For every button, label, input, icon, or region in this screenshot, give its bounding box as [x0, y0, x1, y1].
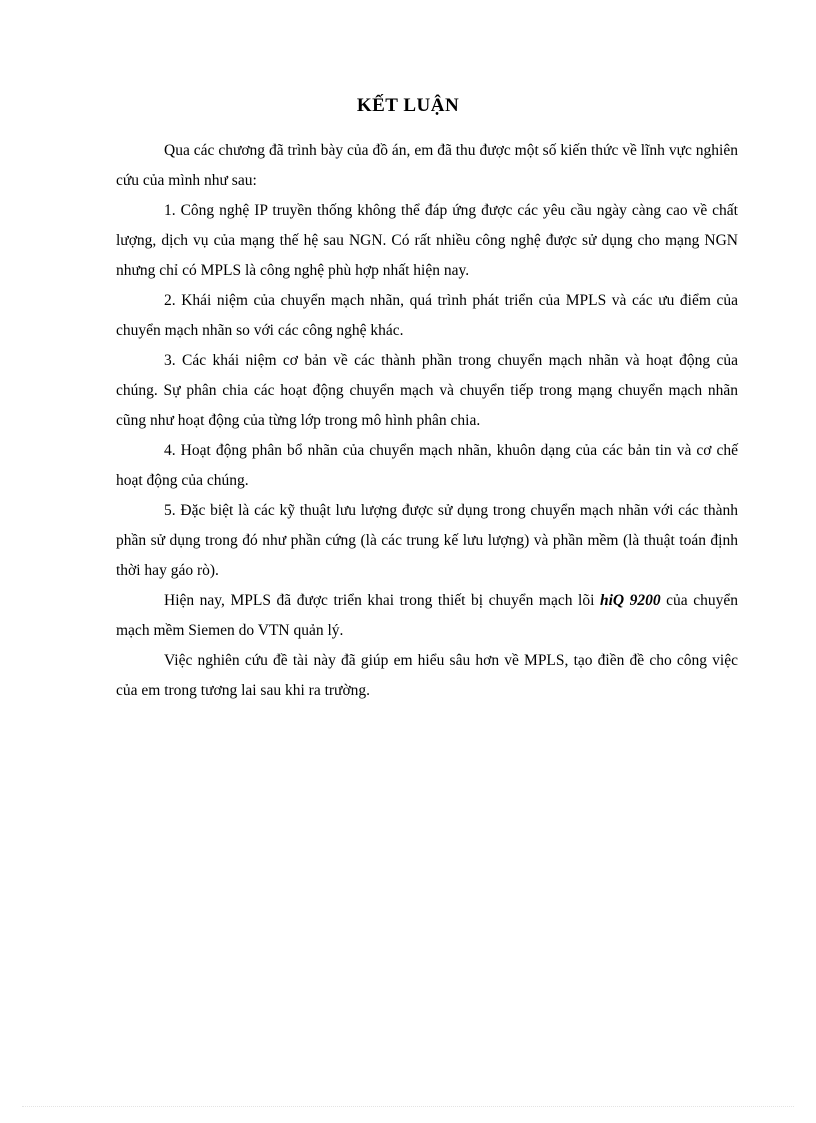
- intro-paragraph: Qua các chương đã trình bày của đồ án, em đã thu được một số kiến thức về lĩnh vực nghiên cứu của mình như sau:: [116, 142, 738, 189]
- conclusion-item-2: 2. Khái niệm của chuyển mạch nhãn, quá trình phát triển của MPLS và các ưu điểm của chuyển mạch nhãn so với các công nghệ khác.: [116, 292, 738, 339]
- page-bottom-border: [22, 1106, 794, 1107]
- document-body: [116, 136, 738, 706]
- conclusion-item-1: 1. Công nghệ IP truyền thống không thể đáp ứng được các yêu cầu ngày càng cao về chất lượng, dịch vụ của mạng thế hệ sau NGN. Có rất nhiều công nghệ được sử dụng cho mạng NGN nhưng chỉ có MPLS là công nghệ phù hợp nhất hiện nay.: [116, 202, 738, 279]
- conclusion-item-4: 4. Hoạt động phân bổ nhãn của chuyển mạch nhãn, khuôn dạng của các bản tin và cơ chế hoạt động của chúng.: [116, 442, 738, 489]
- deployment-text-after: của chuyển mạch mềm Siemen do VTN quản lý.: [116, 592, 738, 639]
- closing-paragraph: Việc nghiên cứu đề tài này đã giúp em hiểu sâu hơn về MPLS, tạo điền đề cho công việc của em trong tương lai sau khi ra trường.: [116, 652, 738, 699]
- page-title: KẾT LUẬN: [356, 95, 460, 116]
- product-name: hiQ 9200: [599, 592, 661, 609]
- conclusion-item-3: 3. Các khái niệm cơ bản về các thành phần trong chuyển mạch nhãn và hoạt động của chúng. Sự phân chia các hoạt động chuyển mạch và chuyển tiếp trong mạng chuyển mạch nhãn cũng như hoạt động của từng lớp trong mô hình phân chia.: [116, 352, 738, 429]
- deployment-paragraph: [116, 586, 738, 646]
- conclusion-item-5: 5. Đặc biệt là các kỹ thuật lưu lượng được sử dụng trong chuyển mạch nhãn với các thành phần sử dụng trong đó như phần cứng (là các trung kế lưu lượng) và phần mềm (là thuật toán định thời hay gáo rò).: [116, 502, 738, 579]
- deployment-text-before: Hiện nay, MPLS đã được triển khai trong thiết bị chuyển mạch lõi: [164, 592, 600, 609]
